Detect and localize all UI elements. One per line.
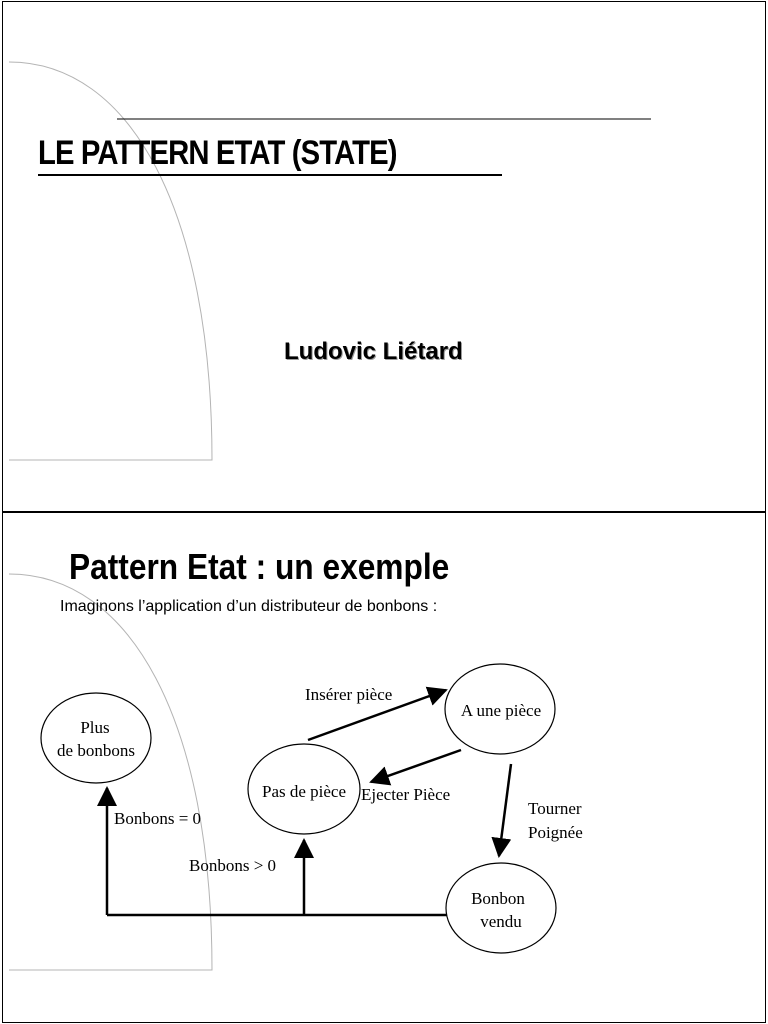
label-inserer-piece: Insérer pièce (305, 685, 393, 704)
slide-2-title: Pattern Etat : un exemple (69, 546, 450, 587)
state-pas-de-piece-label: Pas de pièce (261, 782, 347, 801)
author-name: Ludovic Liétard (284, 338, 463, 365)
label-poignee: Poignée (528, 823, 583, 842)
label-ejecter-piece: Ejecter Pièce (361, 785, 451, 804)
state-plus-bonbons-label-1: Plus (80, 718, 110, 737)
label-bonbons-positive: Bonbons > 0 (189, 856, 277, 875)
label-bonbons-zero: Bonbons = 0 (114, 809, 202, 828)
slide-2-subtitle: Imaginons l’application d’un distributeur de bonbons : (60, 598, 438, 615)
state-bonbon-vendu-label-2: vendu (480, 912, 522, 931)
slide-1-title-underline (38, 174, 502, 176)
state-plus-bonbons (41, 693, 151, 783)
slide-1-decor-arc (9, 62, 212, 460)
arrow-ejecter-piece (371, 750, 461, 782)
state-bonbon-vendu (446, 863, 556, 953)
label-tourner: Tourner (528, 799, 582, 818)
slide-1-frame (3, 2, 766, 512)
arrow-tourner-poignee (499, 764, 511, 856)
state-a-une-piece-label: A une pièce (460, 701, 542, 720)
state-bonbon-vendu-label-1: Bonbon (471, 889, 525, 908)
slide-1-title: LE PATTERN ETAT (STATE) (38, 134, 397, 172)
state-plus-bonbons-label-2: de bonbons (57, 741, 135, 760)
